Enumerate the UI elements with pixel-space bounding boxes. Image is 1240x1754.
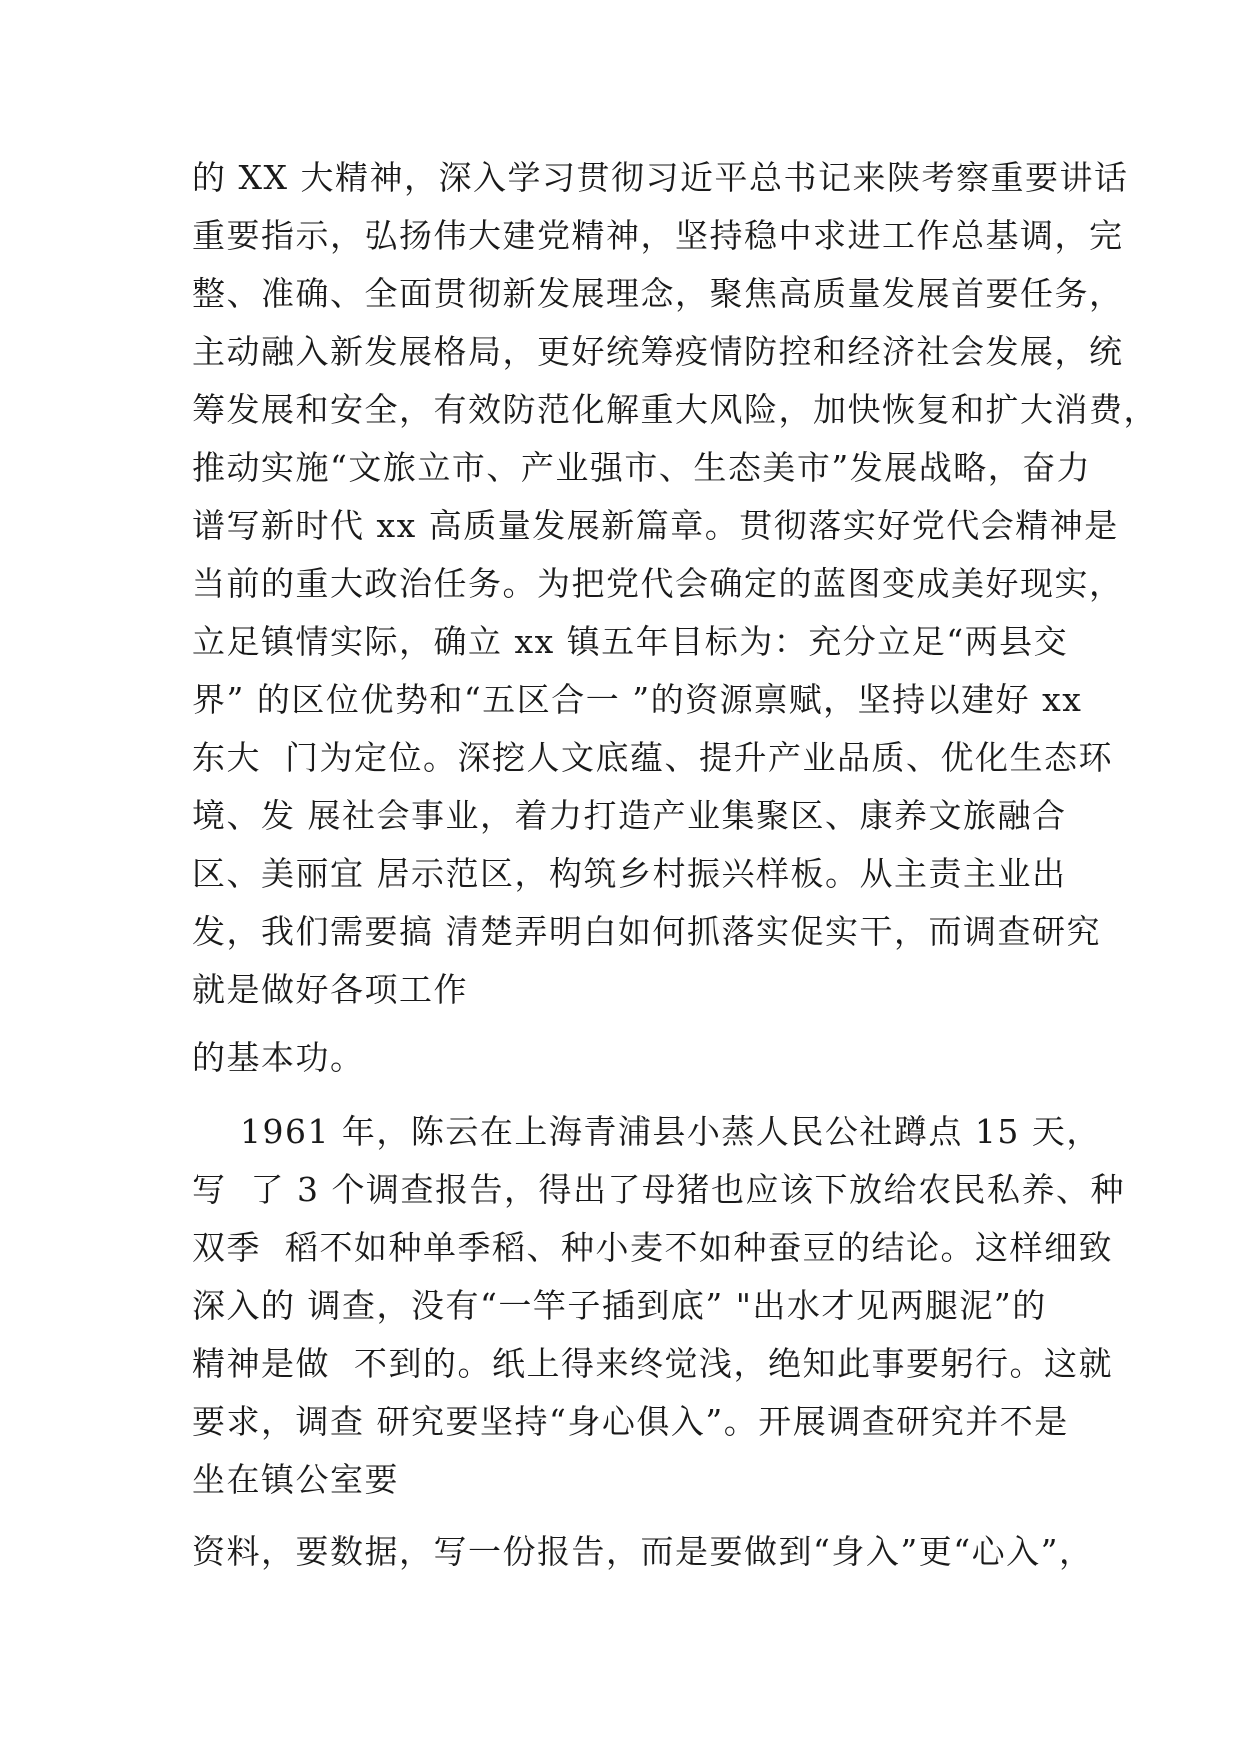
paragraph-2-line-5: 精神是做 不到的。纸上得来终觉浅，绝知此事要躬行。这就 [192, 1344, 1113, 1383]
paragraph-1-line-2: 重要指示，弘扬伟大建党精神，坚持稳中求进工作总基调，完 [192, 216, 1124, 255]
paragraph-1-line-9: 立足镇情实际，确立 xx 镇五年目标为：充分立足“两县交 [192, 622, 1069, 661]
paragraph-2-line-7: 坐在镇公室要 [192, 1460, 399, 1499]
paragraph-2-line-4: 深入的 调查，没有“一竿子插到底” "出水才见两腿泥”的 [192, 1286, 1047, 1325]
paragraph-1-line-10: 界” 的区位优势和“五区合一 ”的资源禀赋，坚持以建好 xx [192, 680, 1083, 719]
paragraph-2-line-6: 要求，调查 研究要坚持“身心俱入”。开展调查研究并不是 [192, 1402, 1069, 1441]
paragraph-1-line-12: 境、发 展社会事业，着力打造产业集聚区、康养文旅融合 [192, 796, 1067, 835]
paragraph-1-line-8: 当前的重大政治任务。为把党代会确定的蓝图变成美好现实， [192, 564, 1124, 603]
paragraph-2-line-2: 写 了 3 个调查报告，得出了母猪也应该下放给农民私养、种 [192, 1170, 1125, 1209]
paragraph-2-line-3: 双季 稻不如种单季稻、种小麦不如种蚕豆的结论。这样细致 [192, 1228, 1113, 1267]
paragraph-1-line-4: 主动融入新发展格局，更好统筹疫情防控和经济社会发展，统 [192, 332, 1124, 371]
paragraph-1-line-14: 发，我们需要搞 清楚弄明白如何抓落实促实干，而调查研究 [192, 912, 1101, 951]
paragraph-1-line-7: 谱写新时代 xx 高质量发展新篇章。贯彻落实好党代会精神是 [192, 506, 1119, 545]
paragraph-2-tail: 资料，要数据，写一份报告，而是要做到“身入”更“心入”， [192, 1532, 1094, 1571]
paragraph-2-line-1: 1961 年，陈云在上海青浦县小蒸人民公社蹲点 15 天， [192, 1112, 1101, 1151]
paragraph-1-line-13: 区、美丽宜 居示范区，构筑乡村振兴样板。从主责主业出 [192, 854, 1067, 893]
paragraph-1-line-1: 的 XX 大精神，深入学习贯彻习近平总书记来陕考察重要讲话 [192, 158, 1129, 197]
paragraph-1-line-15: 就是做好各项工作 [192, 970, 468, 1009]
paragraph-1-line-11: 东大 门为定位。深挖人文底蕴、提升产业品质、优化生态环 [192, 738, 1113, 777]
paragraph-1-line-5: 筹发展和安全，有效防范化解重大风险，加快恢复和扩大消费， [192, 390, 1158, 429]
paragraph-1-tail: 的基本功。 [192, 1038, 365, 1077]
paragraph-1-line-6: 推动实施“文旅立市、产业强市、生态美市”发展战略，奋力 [192, 448, 1092, 487]
paragraph-1-line-3: 整、准确、全面贯彻新发展理念，聚焦高质量发展首要任务， [192, 274, 1124, 313]
